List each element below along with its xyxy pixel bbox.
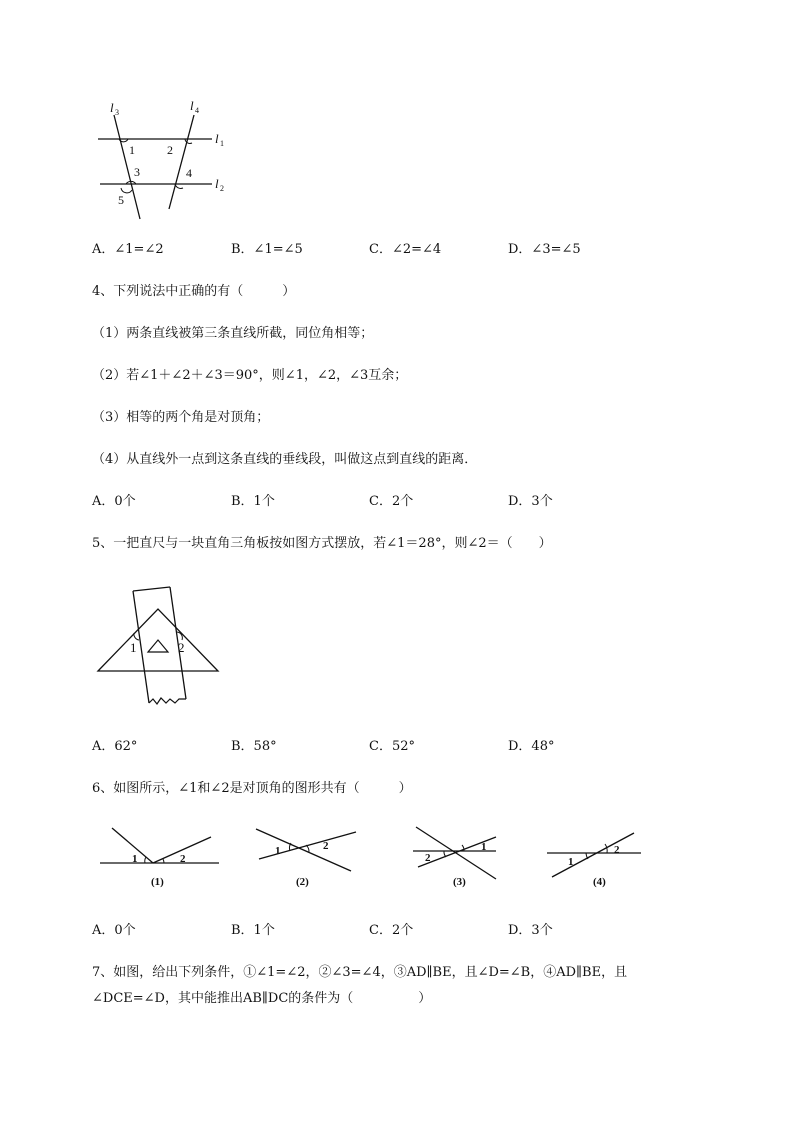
q3-option-d: D．∠3=∠5 — [508, 242, 581, 257]
q4-option-d: D．3个 — [508, 494, 553, 509]
parallel-lines-figure — [90, 95, 240, 225]
q4-statement-4: （4）从直线外一点到这条直线的垂线段，叫做这点到直线的距离． — [92, 452, 478, 467]
q4-option-c: C．2个 — [369, 494, 414, 509]
angle-5-label: 5 — [118, 193, 124, 207]
svg-text:1: 1 — [132, 853, 138, 865]
angle-1-label: 1 — [130, 640, 137, 655]
q4-option-b: B．1个 — [231, 494, 275, 509]
line-l4-subscript: 4 — [195, 106, 199, 115]
svg-text:2: 2 — [425, 852, 431, 864]
caption-3: (3) — [453, 876, 466, 888]
line-l2-subscript: 2 — [220, 184, 224, 193]
q6-option-b: B．1个 — [231, 923, 275, 938]
q5-option-a: A．62° — [92, 739, 138, 754]
q5-option-b: B．58° — [231, 739, 277, 754]
q6-option-d: D．3个 — [508, 923, 553, 938]
line-l1-subscript: 1 — [220, 139, 224, 148]
line-l4-label: l — [190, 98, 194, 113]
q5-option-d: D．48° — [508, 739, 555, 754]
q4-statement-1: （1）两条直线被第三条直线所截，同位角相等； — [92, 326, 374, 341]
angle-figure-2 — [250, 822, 365, 892]
q6-option-a: A．0个 — [92, 923, 136, 938]
angle-figure-3 — [408, 822, 503, 892]
angle-figure-1 — [95, 822, 225, 892]
q5-stem: 5、一把直尺与一块直角三角板按如图方式摆放，若∠1＝28°，则∠2＝（ ） — [92, 536, 552, 551]
q7-line-2: ∠DCE=∠D，其中能推出AB∥DC的条件为（ ） — [92, 991, 432, 1006]
svg-text:1: 1 — [568, 856, 574, 868]
line-l3-subscript: 3 — [115, 108, 119, 117]
line-l2-label: l — [215, 176, 219, 191]
q4-statement-3: （3）相等的两个角是对顶角； — [92, 410, 270, 425]
caption-2: (2) — [296, 876, 309, 888]
angle-figure-4 — [544, 822, 644, 892]
svg-text:1: 1 — [275, 845, 281, 857]
q3-option-c: C．∠2=∠4 — [369, 242, 442, 257]
angle-3-label: 3 — [134, 165, 140, 179]
q6-stem: 6、如图所示，∠1和∠2是对顶角的图形共有（ ） — [92, 781, 412, 796]
svg-text:2: 2 — [614, 844, 620, 856]
q3-option-a: A．∠1=∠2 — [92, 242, 164, 257]
angle-4-label: 4 — [186, 166, 192, 180]
line-l3-label: l — [110, 100, 114, 115]
q4-stem: 4、下列说法中正确的有（ ） — [92, 284, 296, 299]
angle-2-label: 2 — [167, 143, 173, 157]
q4-option-a: A．0个 — [92, 494, 136, 509]
q4-statement-2: （2）若∠1＋∠2＋∠3＝90°，则∠1，∠2，∠3互余； — [92, 368, 408, 383]
svg-text:1: 1 — [481, 841, 487, 853]
ruler-triangle-figure — [94, 585, 224, 710]
angle-1-label: 1 — [129, 143, 135, 157]
caption-4: (4) — [593, 876, 606, 888]
svg-text:2: 2 — [323, 840, 329, 852]
svg-text:2: 2 — [180, 853, 186, 865]
q6-option-c: C．2个 — [369, 923, 414, 938]
q5-option-c: C．52° — [369, 739, 415, 754]
caption-1: (1) — [151, 876, 164, 888]
q7-line-1: 7、如图，给出下列条件，①∠1=∠2，②∠3=∠4，③AD∥BE，且∠D=∠B，④AD∥BE，且 — [92, 965, 628, 980]
q3-option-b: B．∠1=∠5 — [231, 242, 303, 257]
line-l1-label: l — [215, 131, 219, 146]
angle-2-label: 2 — [178, 640, 185, 655]
